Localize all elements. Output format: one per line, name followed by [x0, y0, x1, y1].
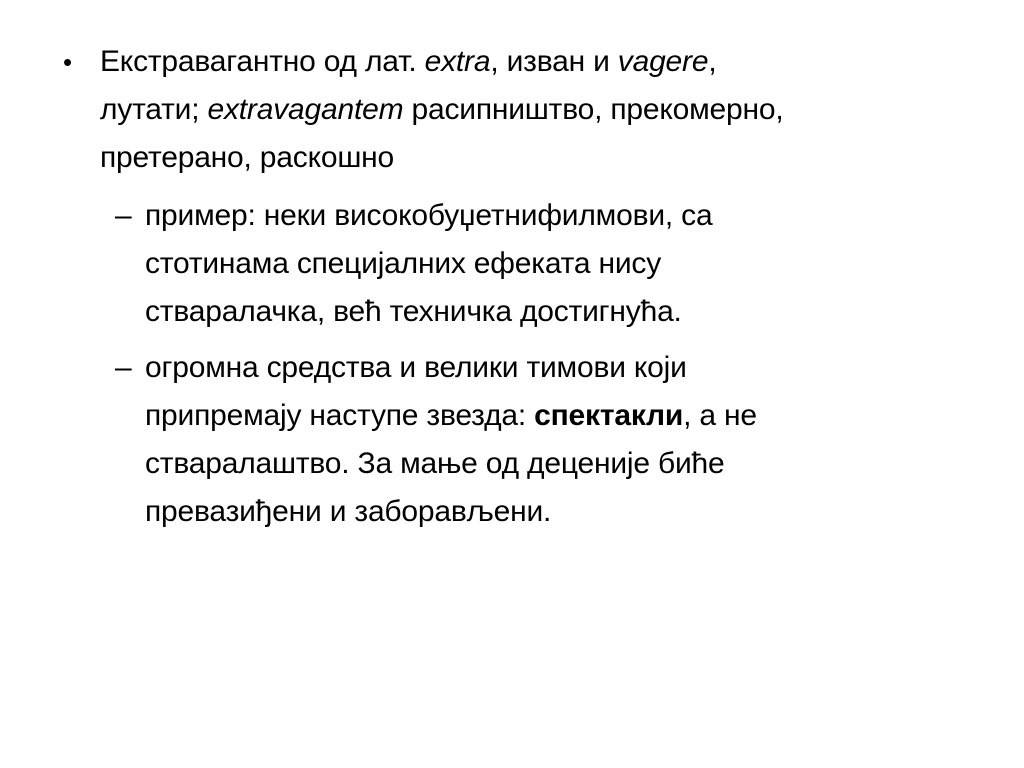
bullet-line-1	[100, 38, 1003, 86]
text-run: Екстравагантно од лат.	[100, 45, 425, 78]
dash-marker: –	[115, 351, 132, 384]
sub-line-3: стваралачка, већ техничка достигнућа.	[145, 295, 682, 328]
sub-line-1: огромна средства и велики тимови који	[145, 351, 687, 384]
latin-term-extra: extra	[424, 45, 491, 78]
latin-term-extravagantem: extravagantem	[207, 93, 404, 126]
dash-marker: –	[115, 199, 132, 232]
bullet-text	[100, 38, 1003, 182]
bullet-item-extravagant	[63, 38, 1003, 182]
text-run: ,	[708, 45, 717, 78]
text-run: расипништво, прекомерно,	[403, 93, 784, 126]
latin-term-vagere: vagere	[617, 45, 709, 78]
sub-line-1: пример: неки високобуџетнифилмови, са	[145, 199, 713, 232]
sub-line-3: стваралаштво. За мање од деценије биће	[145, 447, 725, 480]
emphasis-spectacles: спектакли	[534, 399, 684, 432]
bullet-line-2	[100, 86, 1003, 134]
text-run: , а не	[683, 399, 757, 432]
sub-line-2	[145, 392, 995, 440]
sub-item-example	[115, 192, 995, 336]
sub-line-2: стотинама специјалних ефеката нису	[145, 247, 662, 280]
text-run: , изван и	[490, 45, 618, 78]
text-run: лутати;	[100, 93, 208, 126]
sub-line-4: превазиђени и заборављени.	[145, 495, 552, 528]
sub-item-spectacles	[115, 344, 995, 536]
sub-item-text	[145, 344, 995, 536]
bullet-line-3: претерано, раскошно	[100, 141, 395, 174]
text-run: припремају наступе звезда:	[145, 399, 535, 432]
sub-item-text	[145, 192, 995, 336]
bullet-marker: •	[63, 47, 72, 77]
